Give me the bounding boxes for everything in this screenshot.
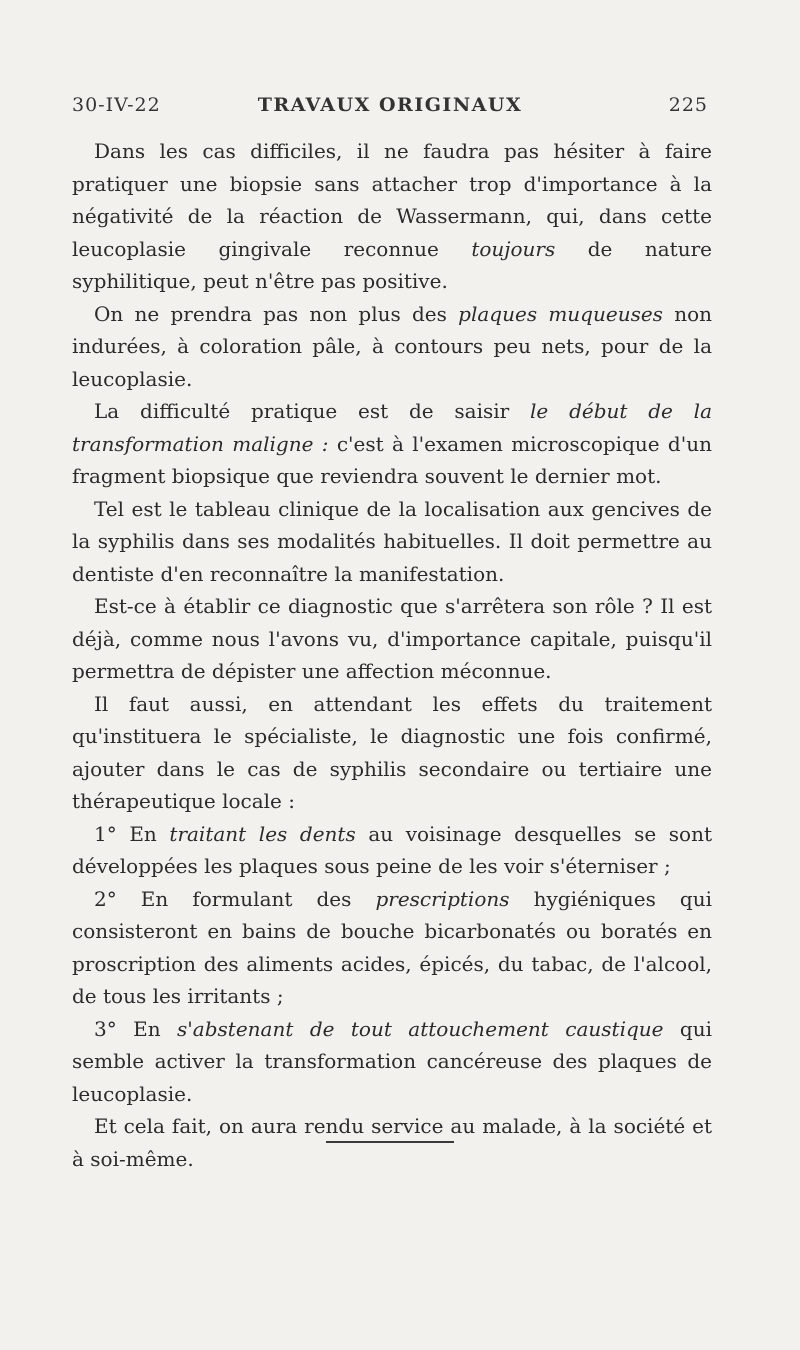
paragraph: [72, 688, 712, 818]
text-run: Dans les cas difficiles, il ne faudra pas hésiter à faire pratiquer une biopsie sans attacher trop d'importance à la négativité de la réaction de Wassermann, qui, dans cette leucoplasie gingivale reconnue: [72, 139, 712, 261]
italic-text: traitant les dents: [169, 821, 356, 846]
text-run: au voisinage desquelles se sont développées les plaques sous peine de les voir s'éterniser ;: [72, 821, 712, 878]
paragraph: [72, 135, 712, 298]
text-run: 2° En formulant des: [94, 886, 376, 911]
text-run: Et cela fait, on aura rendu service au malade, à la société et à soi-même.: [72, 1114, 712, 1171]
list-item: [72, 883, 712, 1013]
header-title: TRAVAUX ORIGINAUX: [257, 94, 523, 116]
text-run: Il faut aussi, en attendant les effets du traitement qu'instituera le spécialiste, le diagnostic une fois confirmé, ajouter dans le cas de syphilis secondaire ou tertiaire une thérapeutique locale :: [72, 691, 712, 813]
paragraph: [72, 590, 712, 688]
text-run: hygiéniques qui consisteront en bains de bouche bicarbonatés ou boratés en proscription des aliments acides, épicés, du tabac, de l'alcool, de tous les irritants ;: [72, 886, 713, 1008]
italic-text: prescriptions: [375, 886, 510, 911]
text-run: On ne prendra pas non plus des: [94, 301, 459, 326]
text-run: La difficulté pratique est de saisir: [94, 399, 531, 423]
text-run: qui semble activer la transformation cancéreuse des plaques de leucoplasie.: [72, 1016, 712, 1106]
text-run: c'est à l'examen microscopique d'un fragment biopsique que reviendra souvent le dernier mot.: [72, 431, 712, 488]
page-number: 225: [668, 94, 708, 116]
text-run: non indurées, à coloration pâle, à contours peu nets, pour de la leucoplasie.: [72, 301, 713, 391]
text-run: Est-ce à établir ce diagnostic que s'arrêtera son rôle ? Il est déjà, comme nous l'avons vu, d'importance capitale, puisqu'il permettra de dépister une affection méconnue.: [72, 594, 712, 683]
paragraph: [72, 395, 712, 493]
end-rule: [326, 1141, 454, 1143]
italic-text: plaques muqueuses: [458, 301, 663, 326]
italic-text: le début de la transformation maligne :: [72, 399, 713, 456]
text-run: 1° En: [94, 821, 170, 846]
list-item: [72, 818, 712, 883]
running-header: [72, 94, 708, 124]
text-run: de nature syphilitique, peut n'être pas positive.: [72, 236, 712, 293]
italic-text: s'abstenant de tout attouchement caustique: [177, 1016, 664, 1041]
paragraph: [72, 493, 712, 591]
header-date: 30-IV-22: [72, 94, 161, 116]
body-text: [72, 135, 712, 1175]
list-item: [72, 1013, 712, 1111]
paragraph: [72, 298, 712, 396]
italic-text: toujours: [471, 236, 556, 261]
text-run: Tel est le tableau clinique de la localisation aux gencives de la syphilis dans ses modalités habituelles. Il doit permettre au dentiste d'en reconnaître la manifestation.: [72, 496, 712, 586]
text-run: 3° En: [94, 1016, 178, 1041]
